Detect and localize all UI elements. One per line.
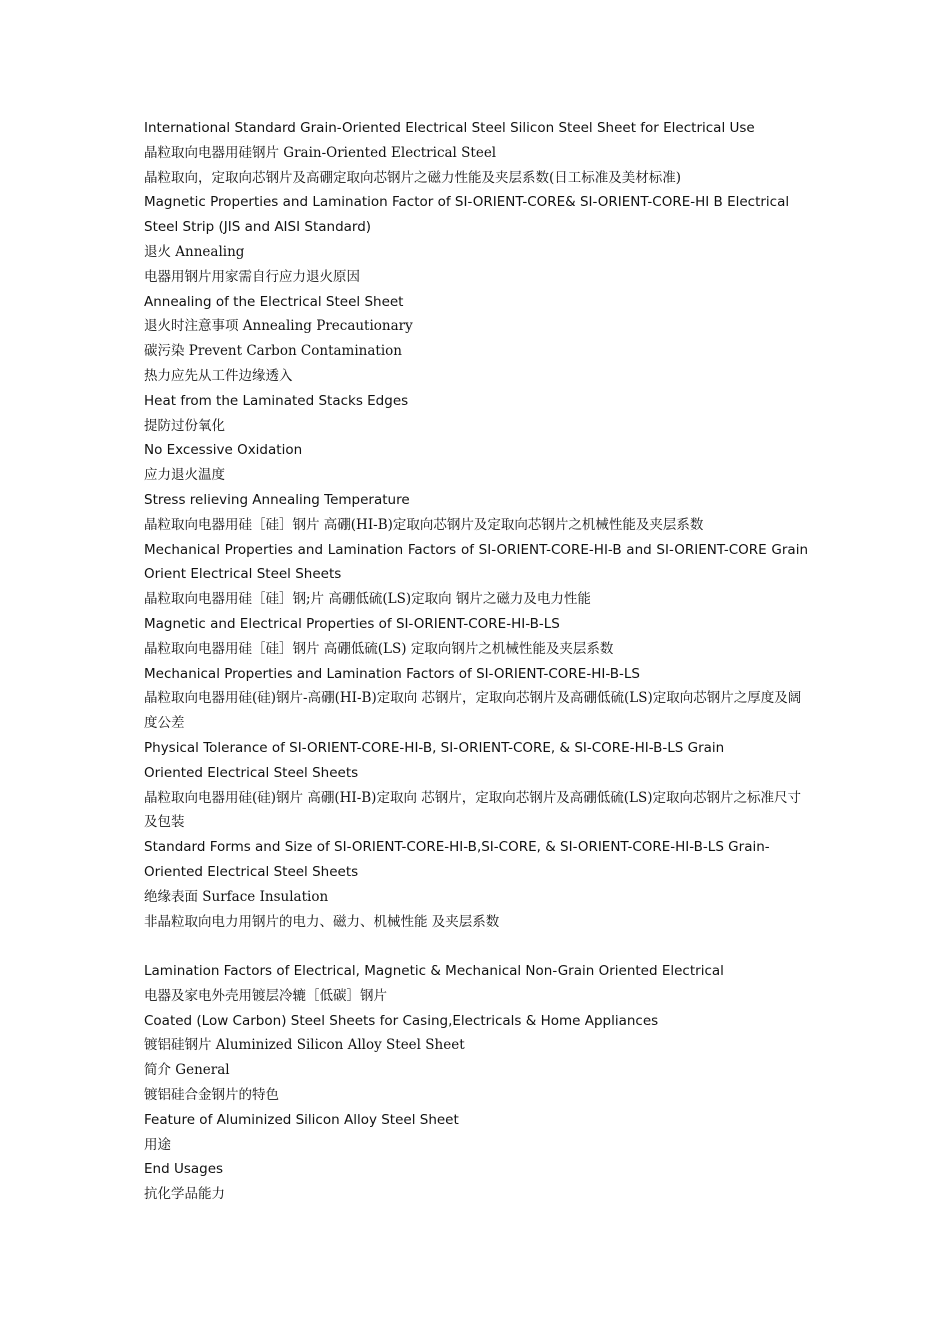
text-line: 镀铝硅合金钢片的特色	[144, 1087, 279, 1104]
text-line: 用途	[144, 1136, 171, 1153]
text-line: End Usages	[144, 1161, 224, 1178]
text-line: 晶粒取向电器用硅［硅］钢;片 高硼低硫(LS)定取向 钢片之磁力及电力性能	[144, 591, 591, 608]
text-paragraph: Mechanical Properties and Lamination Factors of SI-ORIENT-CORE-HI-B and SI-ORIENT-CORE Grain Orient Electrical Steel Sheets	[144, 541, 808, 583]
text-line: International Standard Grain-Oriented Electrical Steel Silicon Steel Sheet for Electrical Use	[144, 120, 755, 136]
text-line: Stress relieving Annealing Temperature	[144, 491, 410, 508]
text-line: 晶粒取向电器用硅［硅］钢片 高硼(HI-B)定取向芯钢片及定取向芯钢片之机械性能及夹层系数	[144, 516, 704, 533]
text-line: 热力应先从工件边缘透入	[144, 367, 293, 384]
text-paragraph: 晶粒取向电器用硅(硅)钢片 高硼(HI-B)定取向 芯钢片，定取向芯钢片及高硼低硫(LS)定取向芯钢片之标准尺寸及包装	[144, 789, 801, 831]
text-line: No Excessive Oxidation	[144, 442, 303, 459]
text-line: 镀铝硅钢片 Aluminized Silicon Alloy Steel Sheet	[144, 1037, 465, 1054]
text-line: 晶粒取向电器用硅［硅］钢片 高硼低硫(LS) 定取向钢片之机械性能及夹层系数	[144, 640, 614, 657]
text-line: Physical Tolerance of SI-ORIENT-CORE-HI-B, SI-ORIENT-CORE, & SI-CORE-HI-B-LS Grain	[144, 739, 725, 756]
text-line: 应力退火温度	[144, 467, 225, 484]
text-line: Oriented Electrical Steel Sheets	[144, 863, 359, 880]
text-line: Magnetic and Electrical Properties of SI-ORIENT-CORE-HI-B-LS	[144, 615, 560, 632]
text-line: Standard Forms and Size of SI-ORIENT-CORE-HI-B,SI-CORE, & SI-ORIENT-CORE-HI-B-LS Grain-	[144, 839, 770, 856]
blank-line	[144, 934, 808, 959]
text-line: 碳污染 Prevent Carbon Contamination	[144, 343, 402, 360]
text-line: Annealing of the Electrical Steel Sheet	[144, 293, 404, 310]
text-line: Oriented Electrical Steel Sheets	[144, 764, 359, 781]
text-line: 晶粒取向，定取向芯钢片及高硼定取向芯钢片之磁力性能及夹层系数(日工标准及美材标准)	[144, 169, 682, 186]
document-body	[144, 116, 808, 1207]
text-line: Mechanical Properties and Lamination Factors of SI-ORIENT-CORE-HI-B-LS	[144, 665, 640, 682]
text-line: Coated (Low Carbon) Steel Sheets for Casing,Electricals & Home Appliances	[144, 1012, 659, 1029]
text-line: 退火 Annealing	[144, 243, 245, 260]
text-paragraph: Magnetic Properties and Lamination Factor of SI-ORIENT-CORE& SI-ORIENT-CORE-HI B Electrical Steel Strip (JIS and AISI Standard)	[144, 194, 790, 236]
text-line: 晶粒取向电器用硅钢片 Grain-Oriented Electrical Steel	[144, 144, 497, 161]
text-line: Heat from the Laminated Stacks Edges	[144, 392, 409, 409]
text-paragraph: 晶粒取向电器用硅(硅)钢片-高硼(HI-B)定取向 芯钢片，定取向芯钢片及高硼低硫(LS)定取向芯钢片之厚度及阔度公差	[144, 690, 802, 732]
text-line: Lamination Factors of Electrical, Magnetic & Mechanical Non-Grain Oriented Electrical	[144, 963, 724, 980]
text-line: 绝缘表面 Surface Insulation	[144, 888, 329, 905]
text-line: 提防过份氧化	[144, 417, 225, 434]
text-line: 抗化学品能力	[144, 1186, 225, 1203]
text-line: 电器及家电外壳用镀层冷辘［低碳］钢片	[144, 987, 387, 1004]
text-line: 简介 General	[144, 1062, 230, 1079]
text-line: 非晶粒取向电力用钢片的电力、磁力、机械性能 及夹层系数	[144, 913, 500, 930]
text-line: 退火时注意事项 Annealing Precautionary	[144, 318, 413, 335]
text-line: 电器用钢片用家需自行应力退火原因	[144, 268, 360, 285]
text-line: Feature of Aluminized Silicon Alloy Steel Sheet	[144, 1111, 459, 1128]
